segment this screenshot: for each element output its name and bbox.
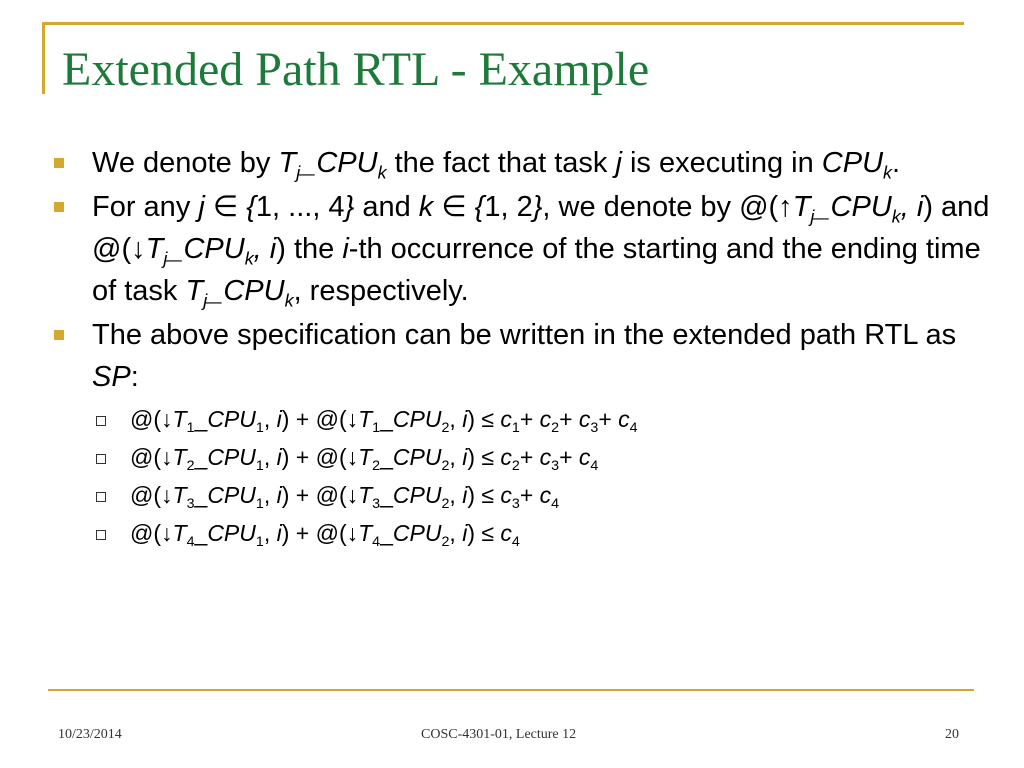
footer-course: COSC-4301-01, Lecture 12 bbox=[421, 727, 577, 742]
bottom-rule bbox=[48, 689, 974, 691]
bullet-1 bbox=[52, 142, 1002, 184]
footer-date: 10/23/2014 bbox=[58, 727, 122, 742]
square-bullet-icon bbox=[54, 202, 64, 212]
top-border-line bbox=[42, 22, 964, 25]
left-border-line bbox=[42, 22, 45, 94]
formula-text: $@(↓T_4\_CPU_1$, $i) + @(↓T_4\_CPU_2$, $i) \le c_4$ bbox=[130, 520, 520, 550]
sub-bullet-4 bbox=[52, 514, 1002, 552]
bullet-text: The above specification can be written in the extended path RTL as SP: bbox=[92, 319, 957, 393]
hollow-square-bullet-icon bbox=[96, 492, 106, 502]
formula-text: $@(↓T_1\_CPU_1$, $i) + @(↓T_1\_CPU_2$, $i) \le c_1+ c_2+ c_3+ c_4$ bbox=[130, 406, 638, 436]
bullet-3 bbox=[52, 314, 1002, 398]
square-bullet-icon bbox=[54, 330, 64, 340]
hollow-square-bullet-icon bbox=[96, 454, 106, 464]
formula-text: $@(↓T_3\_CPU_1$, $i) + @(↓T_3\_CPU_2$, $i) \le c_3+ c_4$ bbox=[130, 482, 560, 512]
sub-bullet-2 bbox=[52, 438, 1002, 476]
sub-bullet-1 bbox=[52, 400, 1002, 438]
slide-content bbox=[52, 142, 1002, 552]
footer-page-number: 20 bbox=[945, 727, 959, 742]
bullet-text: For any j ∈ {1, ..., 4} and k ∈ {1, 2}, we denote by $@(↑T_j\_CPU_k$, i) and $@(↓T_j\_CPU_k$, i) the i-th occurrence of the starting and the ending time of task $T_j\_CPU_k$, respectively. bbox=[92, 191, 990, 311]
sub-bullet-3 bbox=[52, 476, 1002, 514]
bullet-text: We denote by $T_j\_CPU_k$ the fact that task j is executing in $CPU_k$. bbox=[92, 147, 901, 183]
bullet-2 bbox=[52, 186, 1002, 312]
formula-text: $@(↓T_2\_CPU_1$, $i) + @(↓T_2\_CPU_2$, $i) \le c_2+ c_3+ c_4$ bbox=[130, 444, 599, 474]
slide-title: Extended Path RTL - Example bbox=[62, 43, 650, 96]
hollow-square-bullet-icon bbox=[96, 530, 106, 540]
hollow-square-bullet-icon bbox=[96, 416, 106, 426]
square-bullet-icon bbox=[54, 158, 64, 168]
